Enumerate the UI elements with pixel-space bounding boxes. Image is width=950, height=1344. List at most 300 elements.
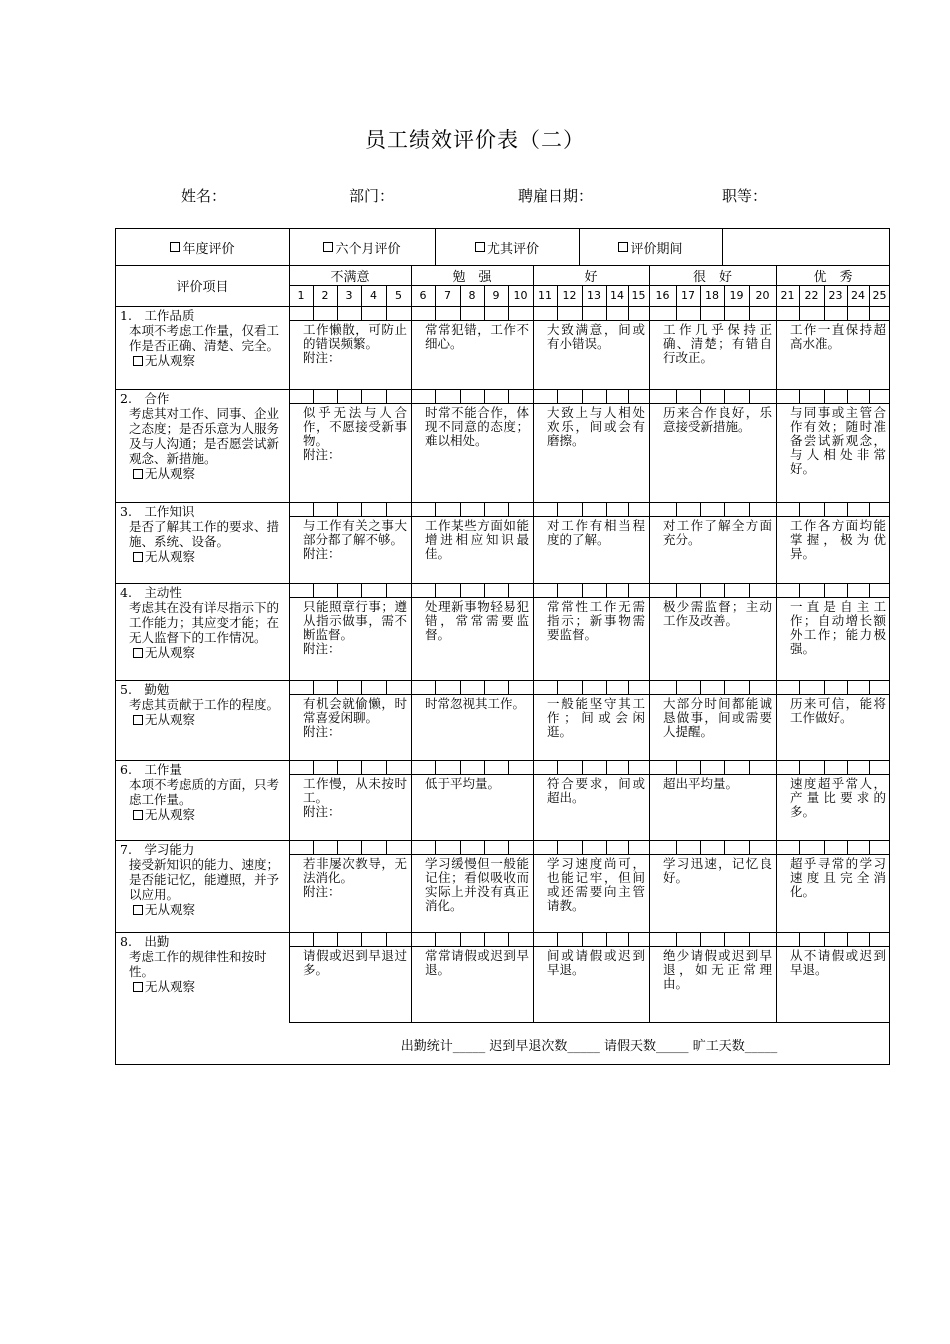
table-rule <box>582 389 583 403</box>
score-number: 4 <box>370 288 377 302</box>
table-rule <box>676 502 677 516</box>
table-rule <box>847 760 848 774</box>
level-description <box>776 323 890 351</box>
table-rule <box>361 502 362 516</box>
table-rule <box>799 840 800 854</box>
table-rule <box>313 285 314 306</box>
attendance-statistics: 出勤统计_____ 迟到早退次数_____ 请假天数_____ 旷工天数_____ <box>400 1038 778 1054</box>
table-rule <box>628 760 629 774</box>
table-rule <box>582 932 583 946</box>
table-rule <box>628 840 629 854</box>
not-observed-label: 无从观察 <box>145 353 196 368</box>
criterion-description: 考虑其对工作、同事、企业之态度；是否乐意为人服务及与人沟通；是否愿尝试新观念、新措施。 <box>129 406 280 466</box>
table-rule <box>649 840 650 854</box>
level-description <box>411 519 533 561</box>
table-rule <box>628 932 629 946</box>
table-rule <box>508 583 509 597</box>
level-text: 极少需监督；主动工作及改善。 <box>663 599 772 628</box>
table-rule <box>337 840 338 854</box>
table-rule <box>460 389 461 403</box>
table-rule <box>776 680 777 694</box>
level-description <box>411 777 533 791</box>
table-rule <box>847 583 848 597</box>
table-rule <box>676 840 677 854</box>
table-rule <box>724 932 725 946</box>
table-rule <box>289 774 890 775</box>
table-rule <box>749 389 750 403</box>
score-number: 18 <box>705 288 719 302</box>
criterion-5 <box>116 680 288 727</box>
table-rule <box>460 932 461 946</box>
not-observed-option[interactable] <box>120 549 284 564</box>
table-rule <box>582 583 583 597</box>
table-rule <box>776 840 777 854</box>
table-rule <box>386 583 387 597</box>
table-rule <box>557 680 558 694</box>
level-text: 历来可信，能将工作做好。 <box>790 696 886 725</box>
table-rule <box>676 389 677 403</box>
table-rule <box>460 502 461 516</box>
criterion-description: 本项不考虑质的方面，只考虑工作量。 <box>129 777 280 807</box>
score-number: 20 <box>755 288 770 302</box>
table-rule <box>533 840 534 854</box>
table-rule <box>799 932 800 946</box>
table-rule <box>533 932 534 946</box>
table-rule <box>724 502 725 516</box>
table-rule <box>606 680 607 694</box>
table-rule <box>606 389 607 403</box>
not-observed-label: 无从观察 <box>145 645 196 660</box>
name-label: 姓名： <box>181 187 227 205</box>
annual-evaluation-option[interactable] <box>116 229 289 265</box>
special-evaluation-option[interactable] <box>435 229 579 265</box>
note-label: 附注： <box>303 350 341 365</box>
level-description <box>533 519 649 547</box>
table-rule <box>435 760 436 774</box>
checkbox-icon[interactable] <box>133 905 143 915</box>
not-observed-label: 无从观察 <box>145 902 196 917</box>
level-description <box>533 406 649 448</box>
level-description <box>649 857 776 885</box>
table-rule <box>869 760 870 774</box>
table-rule <box>582 285 583 306</box>
table-rule <box>582 306 583 320</box>
criterion-title: 8. 出勤 <box>120 934 170 949</box>
table-rule <box>435 306 436 320</box>
table-rule <box>628 583 629 597</box>
score-number: 7 <box>444 288 451 302</box>
score-number: 19 <box>729 288 744 302</box>
level-description <box>289 857 411 899</box>
table-rule <box>484 502 485 516</box>
table-rule <box>116 265 890 266</box>
table-rule <box>869 389 870 403</box>
table-rule <box>649 760 650 774</box>
level-text: 间或请假或迟到早退。 <box>547 948 645 977</box>
checkbox-icon[interactable] <box>618 242 628 252</box>
table-rule <box>508 306 509 320</box>
table-rule <box>582 502 583 516</box>
note-label: 附注： <box>303 546 341 561</box>
table-rule <box>411 389 412 403</box>
score-number: 23 <box>828 288 843 302</box>
checkbox-icon[interactable] <box>133 552 143 562</box>
table-rule <box>824 389 825 403</box>
checkbox-icon[interactable] <box>133 469 143 479</box>
note-label: 附注： <box>303 641 341 656</box>
level-description <box>289 949 411 977</box>
table-rule <box>799 502 800 516</box>
table-rule <box>313 502 314 516</box>
table-rule <box>724 840 725 854</box>
level-description <box>649 406 776 434</box>
level-text: 常常性工作无需指示；新事物需要监督。 <box>547 599 645 642</box>
table-rule <box>749 502 750 516</box>
table-rule <box>484 840 485 854</box>
table-rule <box>557 760 558 774</box>
level-description <box>776 406 890 476</box>
table-rule <box>676 285 677 306</box>
score-number: 12 <box>562 288 577 302</box>
table-rule <box>776 285 777 306</box>
table-rule <box>869 285 870 306</box>
table-rule <box>824 932 825 946</box>
table-rule <box>557 502 558 516</box>
table-rule <box>700 285 701 306</box>
six-month-evaluation-label: 六个月评价 <box>335 241 401 257</box>
table-rule <box>579 229 580 265</box>
not-observed-option[interactable] <box>120 979 284 994</box>
table-rule <box>749 285 750 306</box>
criterion-4 <box>116 583 288 660</box>
not-observed-option[interactable] <box>120 902 284 917</box>
table-rule <box>628 680 629 694</box>
level-text: 大部分时间都能诚恳做事，间或需要人提醒。 <box>663 696 772 739</box>
criterion-7 <box>116 840 288 917</box>
table-rule <box>649 680 650 694</box>
table-rule <box>606 502 607 516</box>
table-rule <box>435 932 436 946</box>
rating-unsatisfactory: 不满意 <box>330 270 370 285</box>
score-number: 10 <box>513 288 528 302</box>
table-rule <box>484 932 485 946</box>
table-rule <box>411 932 412 946</box>
table-rule <box>799 583 800 597</box>
table-rule <box>411 502 412 516</box>
level-description <box>533 949 649 977</box>
table-rule <box>361 680 362 694</box>
table-rule <box>799 306 800 320</box>
table-rule <box>337 680 338 694</box>
criterion-2 <box>116 389 288 481</box>
table-rule <box>435 680 436 694</box>
table-rule <box>533 680 534 694</box>
table-rule <box>582 760 583 774</box>
table-rule <box>484 760 485 774</box>
table-rule <box>799 389 800 403</box>
table-rule <box>460 840 461 854</box>
table-rule <box>533 285 534 306</box>
level-text: 一般能坚守其工作；间或会闲逛。 <box>547 696 645 739</box>
table-rule <box>700 760 701 774</box>
table-rule <box>722 229 723 265</box>
table-rule <box>776 265 777 285</box>
hire-date-label: 聘雇日期： <box>518 187 594 205</box>
score-number: 16 <box>655 288 670 302</box>
table-rule <box>724 760 725 774</box>
checkbox-icon[interactable] <box>323 242 333 252</box>
table-rule <box>435 583 436 597</box>
table-rule <box>824 680 825 694</box>
table-rule <box>606 583 607 597</box>
level-text: 历来合作良好，乐意接受新措施。 <box>663 405 772 434</box>
not-observed-option[interactable] <box>120 712 284 727</box>
score-number: 3 <box>345 288 353 302</box>
checkbox-icon[interactable] <box>170 242 180 252</box>
table-rule <box>289 320 890 321</box>
special-evaluation-label: 尤其评价 <box>486 241 539 257</box>
table-rule <box>869 932 870 946</box>
not-observed-label: 无从观察 <box>145 807 196 822</box>
level-description <box>289 600 411 656</box>
table-rule <box>484 680 485 694</box>
note-label: 附注： <box>303 724 341 739</box>
table-rule <box>533 760 534 774</box>
table-rule <box>313 932 314 946</box>
score-number: 5 <box>395 288 402 302</box>
table-rule <box>676 760 677 774</box>
table-rule <box>776 760 777 774</box>
level-text: 一直是自主工作；自动增长额外工作；能力极强。 <box>790 599 886 656</box>
table-rule <box>411 583 412 597</box>
score-number: 2 <box>321 288 329 302</box>
criterion-description: 考虑其在没有详尽指示下的工作能力；其应变才能；在无人监督下的工作情况。 <box>129 600 280 645</box>
table-rule <box>776 583 777 597</box>
table-rule <box>337 285 338 306</box>
level-text: 学习缓慢但一般能记住；看似吸收而实际上并没有真正消化。 <box>425 856 529 913</box>
table-rule <box>649 265 650 285</box>
score-number: 8 <box>468 288 476 302</box>
table-rule <box>289 694 890 695</box>
table-rule <box>869 583 870 597</box>
table-rule <box>484 389 485 403</box>
criterion-description: 是否了解其工作的要求、措施、系统、设备。 <box>129 519 280 549</box>
level-description <box>649 777 776 791</box>
checkbox-icon[interactable] <box>133 715 143 725</box>
table-rule <box>700 389 701 403</box>
evaluation-period-label: 评价期间 <box>630 241 683 257</box>
table-rule <box>606 932 607 946</box>
table-rule <box>508 502 509 516</box>
table-rule <box>676 932 677 946</box>
table-rule <box>799 760 800 774</box>
table-rule <box>361 760 362 774</box>
table-rule <box>508 389 509 403</box>
table-rule <box>824 502 825 516</box>
not-observed-label: 无从观察 <box>145 979 196 994</box>
table-rule <box>776 932 777 946</box>
level-text: 请假或迟到早退过多。 <box>303 948 407 977</box>
level-text: 常常犯错，工作不细心。 <box>425 322 529 351</box>
level-text: 处理新事物轻易犯错，常常需要监督。 <box>425 599 529 642</box>
annual-evaluation-label: 年度评价 <box>182 241 235 257</box>
table-rule <box>289 516 890 517</box>
not-observed-option[interactable] <box>120 807 284 822</box>
table-rule <box>776 502 777 516</box>
table-rule <box>386 285 387 306</box>
table-rule <box>824 583 825 597</box>
table-rule <box>749 306 750 320</box>
checkbox-icon[interactable] <box>133 982 143 992</box>
six-month-evaluation-option[interactable] <box>289 229 435 265</box>
level-text: 大致满意，间或有小错误。 <box>547 322 645 351</box>
table-rule <box>847 502 848 516</box>
score-number: 17 <box>681 288 695 302</box>
score-number: 9 <box>492 288 500 302</box>
table-rule <box>649 306 650 320</box>
level-description <box>411 697 533 711</box>
table-rule <box>313 840 314 854</box>
level-text: 时常不能合作，体现不同意的态度；难以相处。 <box>425 405 529 448</box>
table-rule <box>847 389 848 403</box>
table-rule <box>606 285 607 306</box>
criterion-1 <box>116 306 288 368</box>
table-rule <box>847 306 848 320</box>
table-rule <box>484 285 485 306</box>
job-grade-label: 职等： <box>722 187 768 205</box>
criterion-title: 7. 学习能力 <box>120 842 195 857</box>
criterion-6 <box>116 760 288 822</box>
table-rule <box>628 285 629 306</box>
table-rule <box>700 932 701 946</box>
evaluation-period-option[interactable] <box>579 229 722 265</box>
criterion-title: 2. 合作 <box>120 391 170 406</box>
level-text: 对工作有相当程度的了解。 <box>547 518 645 547</box>
table-rule <box>460 285 461 306</box>
level-description <box>776 697 890 725</box>
level-text: 速度超乎常人，产量比要求的多。 <box>790 776 886 819</box>
table-rule <box>289 854 890 855</box>
level-text: 有机会就偷懒，时常喜爱闲聊。 <box>303 696 407 725</box>
table-rule <box>649 389 650 403</box>
rating-fair: 勉 强 <box>452 270 492 285</box>
table-rule <box>799 285 800 306</box>
level-text: 工作一直保持超高水准。 <box>790 322 886 351</box>
table-rule <box>676 583 677 597</box>
table-rule <box>313 680 314 694</box>
not-observed-label: 无从观察 <box>145 712 196 727</box>
not-observed-label: 无从观察 <box>145 549 196 564</box>
evaluation-period-field[interactable] <box>722 229 890 265</box>
criterion-3 <box>116 502 288 564</box>
table-rule <box>700 502 701 516</box>
table-rule <box>313 583 314 597</box>
level-description <box>533 697 649 739</box>
table-rule <box>724 583 725 597</box>
table-rule <box>289 403 890 404</box>
checkbox-icon[interactable] <box>133 810 143 820</box>
table-rule <box>869 840 870 854</box>
table-rule <box>411 285 412 306</box>
table-rule <box>460 760 461 774</box>
table-rule <box>776 306 777 320</box>
table-rule <box>313 389 314 403</box>
table-rule <box>724 389 725 403</box>
table-rule <box>724 285 725 306</box>
table-rule <box>869 306 870 320</box>
table-rule <box>649 285 650 306</box>
table-rule <box>460 583 461 597</box>
table-rule <box>847 285 848 306</box>
score-number: 14 <box>610 288 624 302</box>
table-rule <box>361 285 362 306</box>
table-rule <box>776 389 777 403</box>
not-observed-option[interactable] <box>120 645 284 660</box>
level-text: 常常请假或迟到早退。 <box>425 948 529 977</box>
table-rule <box>847 840 848 854</box>
table-rule <box>533 306 534 320</box>
level-description <box>649 600 776 628</box>
table-rule <box>435 389 436 403</box>
table-rule <box>361 583 362 597</box>
table-rule <box>361 306 362 320</box>
level-text: 超出平均量。 <box>663 776 739 791</box>
not-observed-option[interactable] <box>120 466 284 481</box>
level-description <box>411 949 533 977</box>
criterion-description: 接受新知识的能力、速度；是否能记忆，能遵照，并予以应用。 <box>129 857 280 902</box>
level-description <box>289 519 411 561</box>
table-rule <box>411 680 412 694</box>
checkbox-icon[interactable] <box>133 356 143 366</box>
table-rule <box>337 306 338 320</box>
level-description <box>411 406 533 448</box>
checkbox-icon[interactable] <box>475 242 485 252</box>
table-rule <box>700 680 701 694</box>
table-rule <box>628 502 629 516</box>
table-rule <box>337 932 338 946</box>
form-title: 员工绩效评价表（二） <box>365 128 585 152</box>
level-text: 似乎无法与人合作，不愿接受新事物。 <box>303 405 407 448</box>
table-rule <box>606 306 607 320</box>
table-rule <box>484 306 485 320</box>
table-rule <box>508 680 509 694</box>
table-rule <box>557 285 558 306</box>
table-rule <box>749 840 750 854</box>
table-rule <box>361 389 362 403</box>
criterion-description: 考虑工作的规律性和按时性。 <box>129 949 267 979</box>
table-rule <box>824 840 825 854</box>
checkbox-icon[interactable] <box>133 648 143 658</box>
table-rule <box>435 285 436 306</box>
table-rule <box>508 760 509 774</box>
score-number: 11 <box>538 288 552 302</box>
level-text: 若非屡次教导，无法消化。 <box>303 856 407 885</box>
not-observed-option[interactable] <box>120 353 284 368</box>
score-number: 15 <box>631 288 646 302</box>
criterion-title: 6. 工作量 <box>120 762 182 777</box>
note-label: 附注： <box>303 804 341 819</box>
table-rule <box>386 502 387 516</box>
level-description <box>289 777 411 819</box>
table-rule <box>337 583 338 597</box>
level-text: 工作各方面均能掌握，极为优异。 <box>790 518 886 561</box>
level-text: 学习迅速，记忆良好。 <box>663 856 772 885</box>
table-rule <box>557 583 558 597</box>
level-text: 从不请假或迟到早退。 <box>790 948 886 977</box>
score-number: 21 <box>780 288 795 302</box>
score-number: 6 <box>419 288 427 302</box>
table-rule <box>533 389 534 403</box>
